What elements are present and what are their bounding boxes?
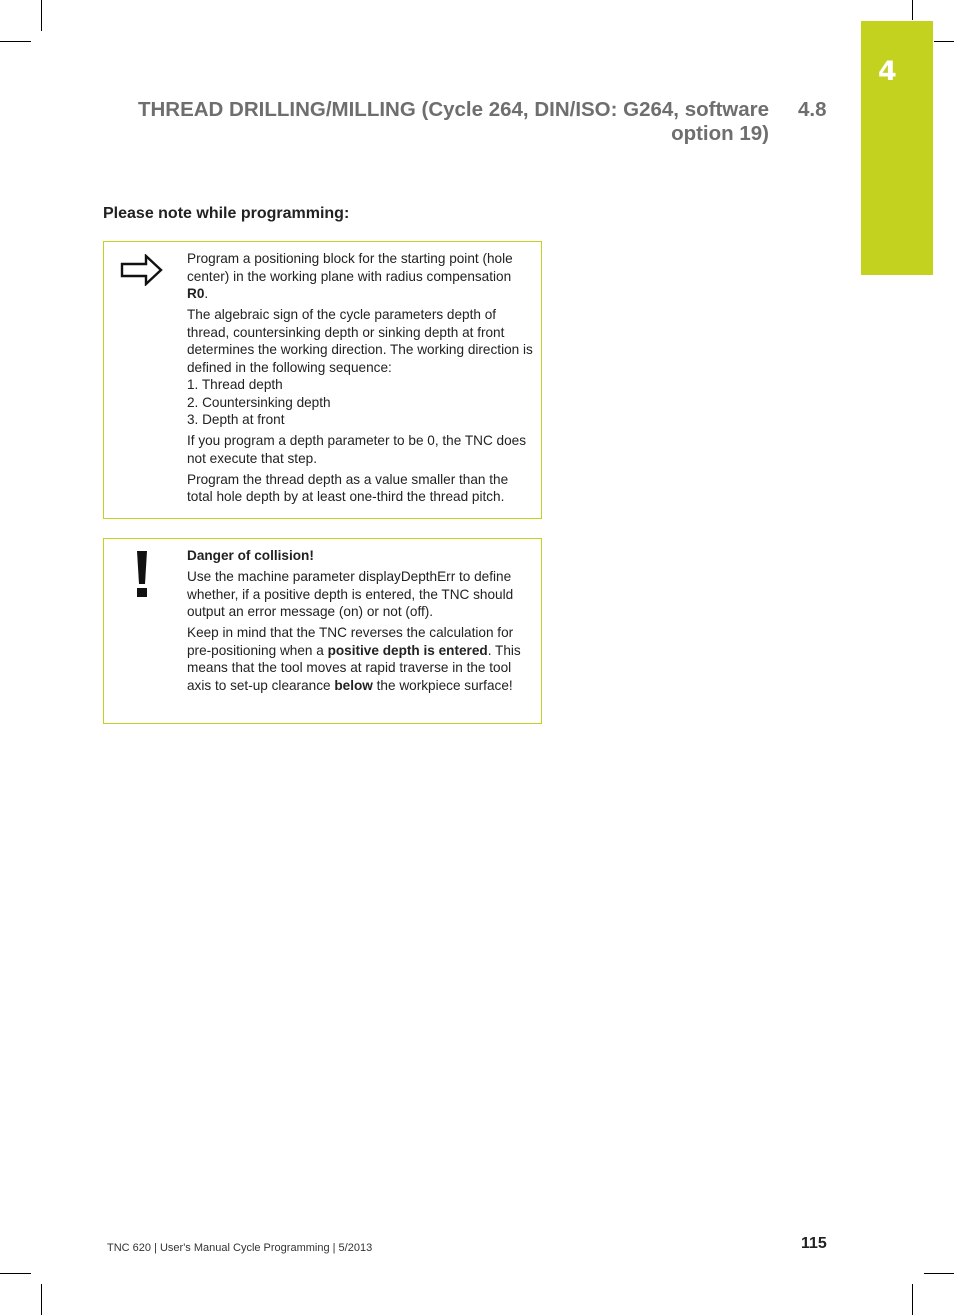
- crop-mark: [0, 41, 31, 42]
- note-text-span: The algebraic sign of the cycle parameters depth of thread, countersinking depth or sinking depth at front determines the working direction. The working direction is defined in the following sequence:: [187, 307, 533, 375]
- sequence-item: 3. Depth at front: [187, 412, 285, 427]
- page-title: [69, 98, 769, 146]
- note-text-span: Program a positioning block for the starting point (hole center) in the working plane with radius compensation: [187, 251, 513, 284]
- crop-mark: [912, 1284, 913, 1315]
- chapter-number: 4: [878, 56, 897, 87]
- crop-mark: [0, 1273, 31, 1274]
- chapter-tab: [861, 21, 933, 275]
- crop-mark: [924, 1273, 954, 1274]
- crop-mark: [934, 41, 954, 42]
- note-box: [103, 241, 542, 519]
- arrow-right-icon: [120, 254, 164, 291]
- warning-title-text: Danger of collision!: [187, 548, 314, 563]
- crop-mark: [912, 0, 913, 20]
- note-paragraph: [187, 250, 533, 303]
- warning-text-span: . This means that the tool moves at rapid traverse in the tool axis to set-up clearance: [187, 642, 521, 693]
- note-text-span: .: [204, 286, 209, 301]
- crop-mark: [41, 0, 42, 31]
- warning-paragraph: [187, 624, 533, 694]
- page-title-line1: THREAD DRILLING/MILLING (Cycle 264, DIN/ISO: G264, software: [137, 98, 769, 121]
- crop-mark: [41, 1284, 42, 1315]
- note-paragraph: If you program a depth parameter to be 0, the TNC does not execute that step.: [187, 433, 527, 466]
- warning-box: [103, 538, 542, 724]
- warning-text-span: the workpiece surface!: [372, 677, 513, 693]
- sequence-item: 1. Thread depth: [187, 377, 283, 392]
- note-heading: Please note while programming:: [103, 205, 350, 222]
- warning-bold: below: [334, 677, 373, 693]
- warning-title: [187, 547, 533, 565]
- warning-text: [187, 547, 533, 698]
- footer-text: TNC 620 | User's Manual Cycle Programming | 5/2013: [107, 1242, 373, 1254]
- section-number: 4.8: [798, 98, 827, 121]
- page-number: 115: [801, 1235, 827, 1252]
- warning-paragraph: Use the machine parameter displayDepthErr to define whether, if a positive depth is entered, the TNC should output an error message (on) or not (off).: [187, 569, 514, 619]
- page-title-line2: option 19): [671, 122, 769, 145]
- exclamation-icon: [134, 551, 150, 604]
- sequence-item: 2. Countersinking depth: [187, 394, 331, 410]
- note-paragraph: Program the thread depth as a value smaller than the total hole depth by at least one-third the thread pitch.: [187, 471, 509, 504]
- warning-bold: positive depth is entered: [327, 642, 488, 658]
- note-paragraph: [187, 306, 533, 429]
- note-text: [187, 250, 533, 509]
- warning-text-span: Keep in mind that the TNC reverses the calculation for pre-positioning when a: [187, 625, 514, 658]
- note-bold: R0: [187, 286, 205, 301]
